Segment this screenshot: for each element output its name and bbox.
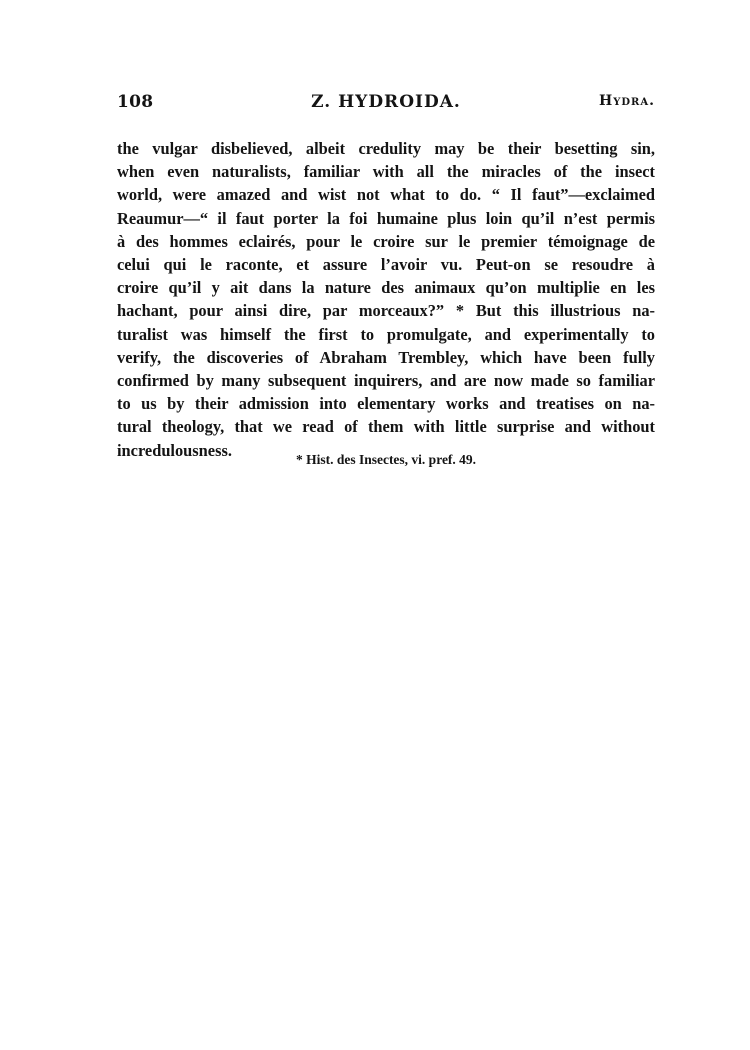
text-line: celui qui le raconte, et assure l’avoir vu. Peut-on se resoudre à — [117, 255, 655, 275]
text-line: when even naturalists, familiar with all the miracles of the insect — [117, 162, 655, 182]
chapter-title: Z. HYDROIDA. — [311, 92, 461, 112]
text-line: hachant, pour ainsi dire, par morceaux?” * But this illustrious na- — [117, 301, 655, 321]
text-line: turalist was himself the first to promulgate, and experimentally to — [117, 324, 655, 344]
text-line: verify, the discoveries of Abraham Trembley, which have been fully — [117, 347, 655, 367]
text-line: à des hommes eclairés, pour le croire sur le premier témoignage de — [117, 231, 655, 251]
text-line: the vulgar disbelieved, albeit credulity may be their besetting sin, — [117, 139, 655, 158]
page-number: 108 — [117, 92, 154, 112]
text-line: confirmed by many subsequent inquirers, and are now made so familiar — [117, 371, 655, 391]
section-topic: Hydra. — [599, 93, 655, 109]
text-line: to us by their admission into elementary works and treatises on na- — [117, 394, 655, 414]
running-head — [117, 92, 655, 120]
text-line: incredulousness. — [117, 440, 232, 460]
text-line: tural theology, that we read of them with little surprise and without — [117, 417, 655, 437]
text-line: world, were amazed and wist not what to do. “ Il faut”—exclaimed — [117, 185, 655, 205]
text-line: croire qu’il y ait dans la nature des animaux qu’on multiplie en les — [117, 278, 655, 298]
footnote: * Hist. des Insectes, vi. pref. 49. — [295, 452, 477, 467]
text-line: Reaumur—“ il faut porter la foi humaine plus loin qu’il n’est permis — [117, 208, 655, 228]
body-paragraph — [117, 137, 655, 462]
